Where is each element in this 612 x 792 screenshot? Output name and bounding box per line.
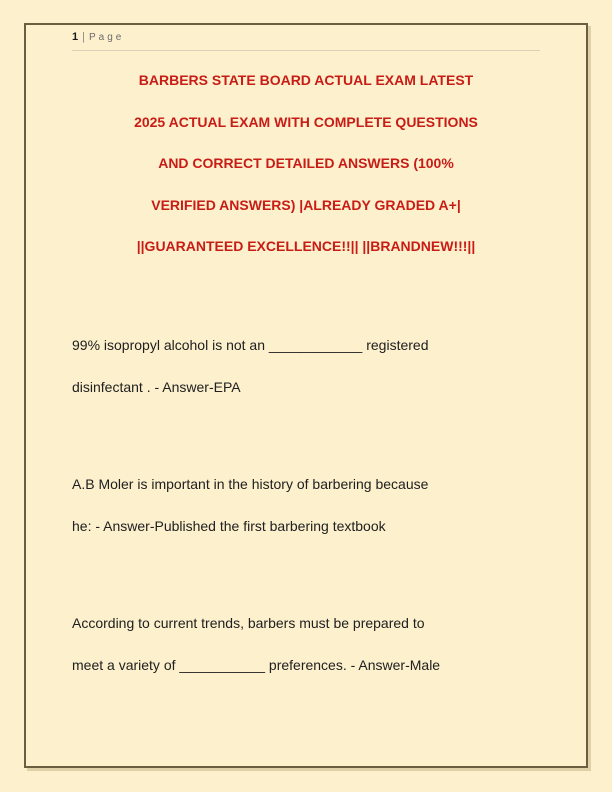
title-line: 2025 ACTUAL EXAM WITH COMPLETE QUESTIONS [134, 113, 478, 130]
question-text-line: According to current trends, barbers must be prepared to [72, 615, 425, 631]
question-text-line: 99% isopropyl alcohol is not an ____________ registered [72, 337, 429, 353]
question-text-line: he: - Answer-Published the first barbering textbook [72, 518, 386, 534]
question-answer-block [72, 324, 548, 408]
question-answer-block [72, 602, 548, 686]
title-line: AND CORRECT DETAILED ANSWERS (100% [158, 155, 454, 171]
page-number-separator: | [82, 31, 85, 43]
question-answer-block [72, 463, 548, 547]
document-title [72, 60, 540, 268]
question-text-line: A.B Moler is important in the history of barbering because [72, 476, 429, 492]
document-body [72, 324, 548, 741]
page-number: 1 [72, 31, 79, 43]
title-line: VERIFIED ANSWERS) |ALREADY GRADED A+| [151, 196, 461, 213]
question-text-line: meet a variety of ___________ preferences. - Answer-Male [72, 657, 441, 673]
page-header-label: Page [88, 32, 125, 43]
title-line: ||GUARANTEED EXCELLENCE!!|| ||BRANDNEW!!!|| [136, 238, 476, 254]
question-text-line: disinfectant . - Answer-EPA [72, 379, 241, 395]
title-line: BARBERS STATE BOARD ACTUAL EXAM LATEST [138, 72, 474, 88]
page-header [72, 31, 540, 51]
